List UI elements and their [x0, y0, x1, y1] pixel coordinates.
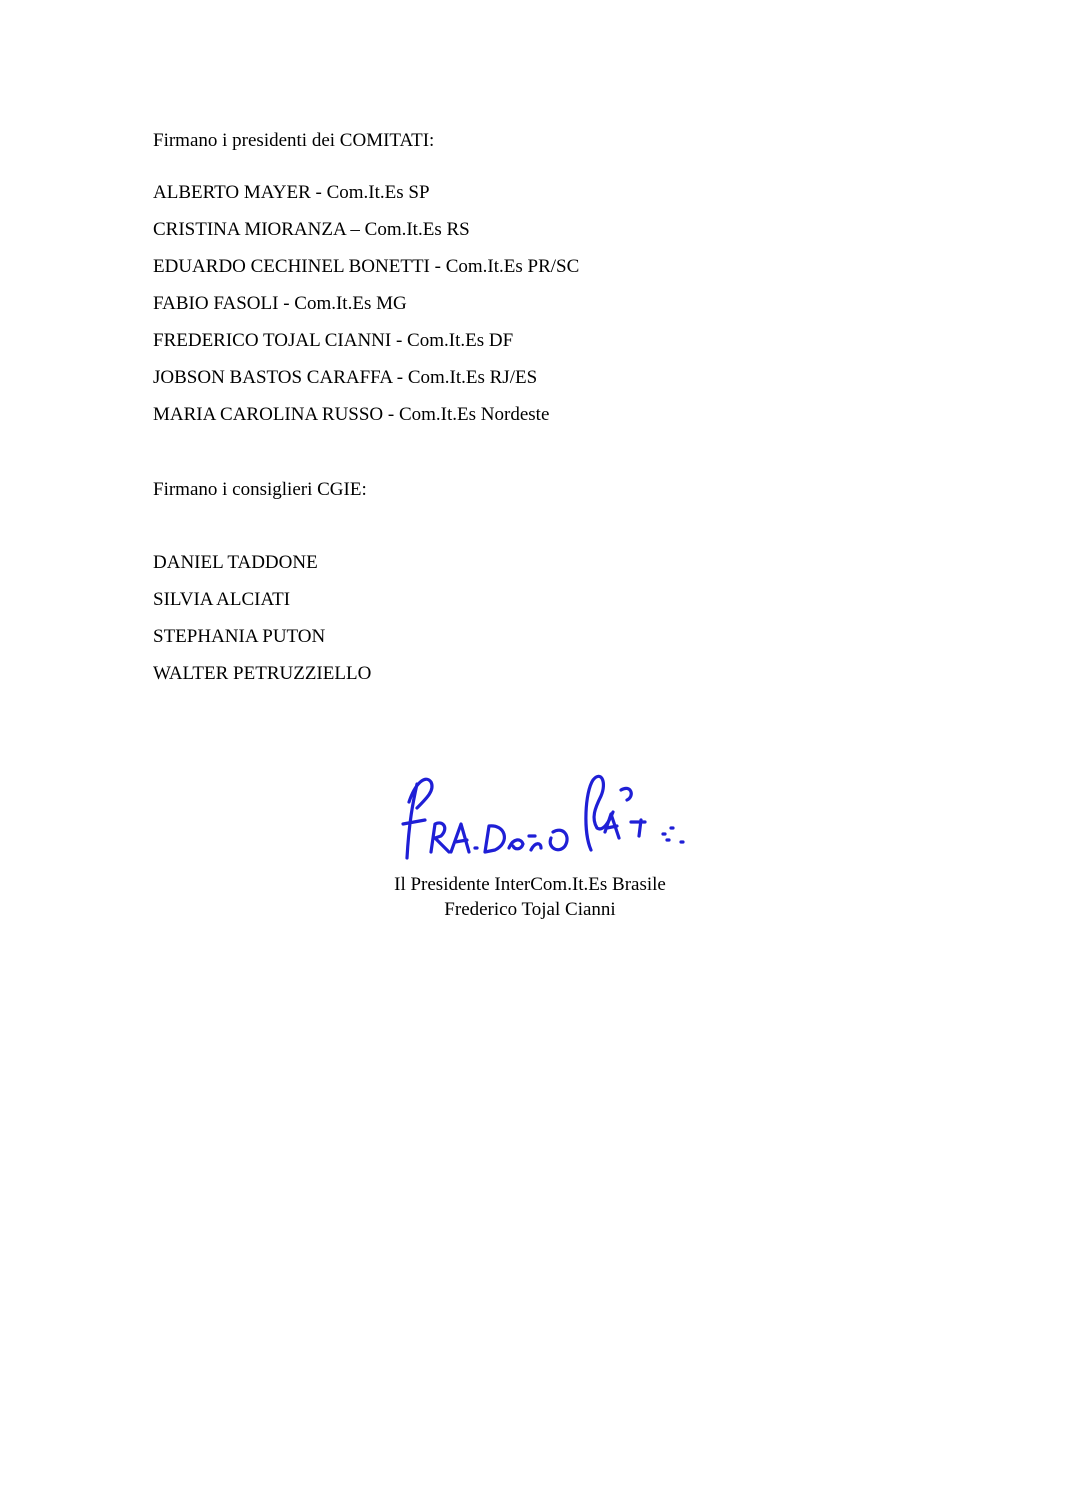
signatory-title: Il Presidente InterCom.It.Es Brasile — [394, 874, 666, 895]
cgie-heading: Firmano i consiglieri CGIE: — [153, 479, 367, 500]
list-item: MARIA CAROLINA RUSSO - Com.It.Es Nordeste — [153, 404, 550, 425]
list-item: SILVIA ALCIATI — [153, 589, 291, 610]
cgie-councillors-list — [153, 552, 371, 700]
signatory-name: Frederico Tojal Cianni — [444, 899, 616, 920]
list-item: WALTER PETRUZZIELLO — [153, 663, 372, 684]
list-item: STEPHANIA PUTON — [153, 626, 326, 647]
list-item: EDUARDO CECHINEL BONETTI - Com.It.Es PR/SC — [153, 256, 580, 277]
list-item: FREDERICO TOJAL CIANNI - Com.It.Es DF — [153, 330, 514, 351]
list-item: DANIEL TADDONE — [153, 552, 318, 573]
committee-presidents-list — [153, 182, 579, 441]
committees-heading: Firmano i presidenti dei COMITATI: — [153, 130, 435, 151]
signature-strokes — [403, 776, 683, 858]
list-item: CRISTINA MIORANZA – Com.It.Es RS — [153, 219, 470, 240]
signature-block — [340, 752, 720, 932]
handwritten-signature — [395, 762, 700, 872]
list-item: ALBERTO MAYER - Com.It.Es SP — [153, 182, 430, 203]
list-item: FABIO FASOLI - Com.It.Es MG — [153, 293, 407, 314]
list-item: JOBSON BASTOS CARAFFA - Com.It.Es RJ/ES — [153, 367, 538, 388]
